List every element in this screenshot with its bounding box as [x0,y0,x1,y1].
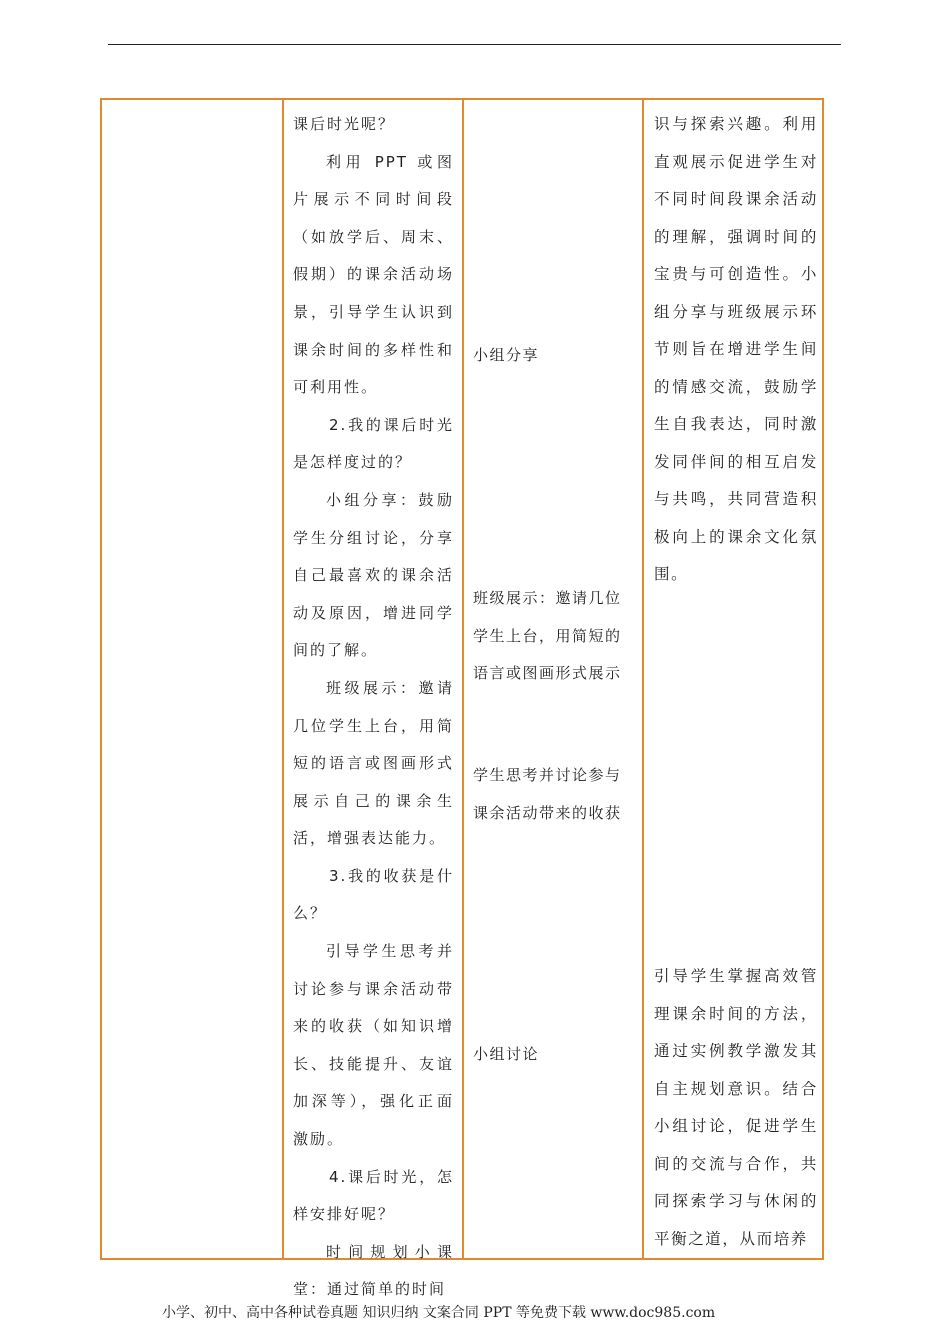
activity-paragraph: 小组分享：鼓励学生分组讨论，分享自己最喜欢的课余活动及原因，增进同学间的了解。 [293,490,454,660]
lesson-plan-table [100,98,824,1299]
student-activity-item: 学生思考并讨论参与课余活动带来的收获 [473,766,622,822]
header-rule [108,44,841,45]
design-intent-cell [644,100,824,1258]
activity-paragraph: 引导学生思考并讨论参与课余活动带来的收获（如知识增长、技能提升、友谊加深等），强化正面激励。 [293,942,454,1149]
teacher-activity-cell [284,100,462,1299]
student-activity-item: 小组分享 [473,346,540,364]
activity-paragraph: 2.我的课后时光是怎样度过的？ [293,415,454,472]
student-activity-item: 小组讨论 [473,1045,540,1063]
intent-paragraph: 识与探索兴趣。利用直观展示促进学生对不同时间段课余活动的理解，强调时间的宝贵与可创造性。小组分享与班级展示环节则旨在增进学生间的情感交流，鼓励学生自我表达，同时激发同伴间的相互启发与共鸣，共同营造积极向上的课余文化氛围。 [654,115,818,583]
activity-paragraph: 利用 PPT 或图片展示不同时间段（如放学后、周末、假期）的课余活动场景，引导学生认识到课余时间的多样性和可利用性。 [293,152,454,397]
activity-paragraph: 时间规划小课堂：通过简单的时间 [293,1242,454,1299]
stage-cell [102,100,282,1258]
activity-paragraph: 课后时光呢？ [293,115,396,133]
footer-text: 小学、初中、高中各种试卷真题 知识归纳 文案合同 PPT 等免费下载 www.doc985.com [162,1305,716,1321]
activity-paragraph: 3.我的收获是什么？ [293,866,454,923]
activity-paragraph: 班级展示：邀请几位学生上台，用简短的语言或图画形式展示自己的课余生活，增强表达能力。 [293,678,454,848]
activity-paragraph: 4.课后时光，怎样安排好呢？ [293,1167,454,1224]
intent-paragraph: 引导学生掌握高效管理课余时间的方法，通过实例教学激发其自主规划意识。结合小组讨论，促进学生间的交流与合作，共同探索学习与休闲的平衡之道，从而培养 [654,967,818,1248]
student-activity-item: 班级展示：邀请几位学生上台，用简短的语言或图画形式展示 [473,589,622,683]
student-activity-cell [464,100,642,1258]
